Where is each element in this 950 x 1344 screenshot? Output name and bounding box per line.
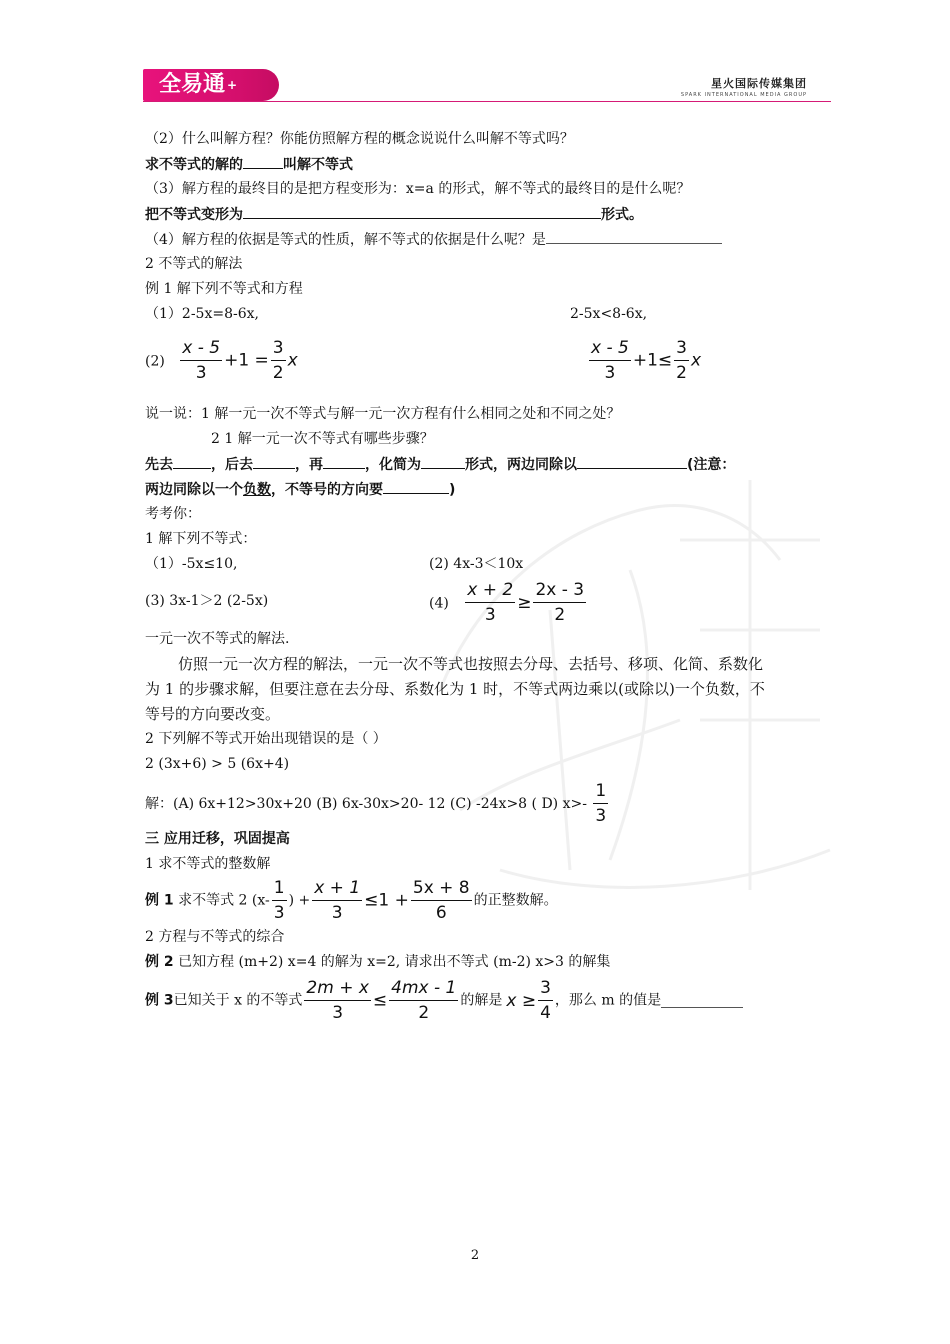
- question-2: （2）什么叫解方程？你能仿照解方程的概念说说什么叫解不等式吗？: [145, 131, 574, 147]
- practice-instruction: 1 解下列不等式：: [145, 531, 257, 547]
- example-1-item-1-ineq: 2-5x<8-6x,: [570, 306, 648, 322]
- denominator: 3: [195, 363, 207, 383]
- header-divider: [143, 101, 831, 102]
- fraction: [538, 976, 553, 1025]
- company-brand: [681, 75, 807, 98]
- denominator: 3: [331, 903, 343, 923]
- example-integer: [145, 876, 558, 925]
- example-text: 的正整数解。: [473, 892, 558, 909]
- answer-blank[interactable]: [243, 204, 601, 219]
- steps-text: 两边同除以一个: [145, 482, 243, 498]
- steps-text: 形式，两边同除以: [465, 457, 577, 473]
- fraction: [389, 976, 458, 1025]
- example-text: 求不等式 2 (x-: [173, 892, 270, 909]
- variable: x: [287, 350, 298, 371]
- example-1-item-2-ineq: [587, 336, 701, 385]
- method-paragraph-1: 仿照一元一次方程的解法，一元一次不等式也按照去分母、去括号、移项、化简、系数化: [178, 655, 764, 673]
- variable: x: [690, 350, 702, 371]
- numerator: 3: [674, 336, 689, 361]
- steps-fill-in-cont: [145, 479, 455, 500]
- answer-text: 求不等式的解的: [145, 157, 243, 173]
- error-expression: 2 (3x+6) > 5 (6x+4): [145, 756, 290, 772]
- example-text: ，那么 m 的值是: [554, 992, 662, 1009]
- denominator: 2: [418, 1003, 430, 1023]
- denominator: 2: [676, 363, 687, 383]
- example-1-title: 例 1 解下列不等式和方程: [145, 281, 303, 297]
- company-name-en: SPARK INTERNATIONAL MEDIA GROUP: [680, 92, 807, 98]
- answer-blank[interactable]: [577, 454, 687, 469]
- fraction: [533, 578, 586, 627]
- method-paragraph-3: 等号的方向要改变。: [145, 705, 281, 723]
- steps-text: ，化简为: [365, 457, 421, 473]
- steps-text: ): [449, 482, 456, 498]
- steps-text: ，再: [295, 457, 323, 473]
- operator: +1≤: [632, 350, 673, 371]
- numerator: 5x + 8: [411, 876, 472, 901]
- fraction: [589, 336, 631, 385]
- question-3: （3）解方程的最终目的是把方程变形为：x=a 的形式，解不等式的最终目的是什么呢？: [145, 181, 691, 197]
- answer-text: 叫解不等式: [283, 157, 353, 173]
- integer-solution-title: 1 求不等式的整数解: [145, 856, 271, 872]
- answer-blank[interactable]: [546, 229, 722, 244]
- example-label: 例 3: [145, 992, 174, 1009]
- example-text: 已知方程 (m+2) x=4 的解为 x=2, 请求出不等式 (m-2) x>3 的解集: [173, 954, 611, 970]
- answer-blank[interactable]: [253, 454, 295, 469]
- answer-blank[interactable]: [661, 993, 743, 1008]
- numerator: x - 5: [589, 336, 631, 361]
- answer-text: 把不等式变形为: [145, 207, 243, 223]
- company-name-cn: 星火国际传媒集团: [711, 77, 807, 90]
- steps-text: ，后去: [211, 457, 253, 473]
- discussion-2: 2 1 解一元一次不等式有哪些步骤？: [211, 431, 434, 447]
- answer-blank[interactable]: [421, 454, 465, 469]
- logo-star-icon: +: [227, 78, 238, 92]
- operator: +1 =: [224, 350, 269, 371]
- error-options: [145, 779, 610, 828]
- steps-text: 先去: [145, 457, 173, 473]
- operator: x ≥: [506, 990, 537, 1011]
- error-question: 2 下列解不等式开始出现错误的是（ ）: [145, 731, 387, 747]
- practice-problem-3: (3) 3x-1＞2 (2-5x): [145, 593, 269, 609]
- denominator: 3: [273, 903, 285, 923]
- numerator: 1: [272, 876, 287, 901]
- example-label: 例 1: [145, 892, 174, 909]
- example-text: 已知关于 x 的不等式: [173, 992, 303, 1009]
- numerator: x + 1: [312, 876, 362, 901]
- fraction: [593, 779, 608, 828]
- practice-problem-4: [429, 578, 588, 627]
- answer-blank[interactable]: [323, 454, 365, 469]
- practice-title: 考考你：: [145, 506, 201, 522]
- steps-text: (注意：: [687, 457, 736, 473]
- fraction: [411, 876, 472, 925]
- options-text: 解：(A) 6x+12>30x+20 (B) 6x-30x>20- 12 (C) -24x>8 ( D) x>-: [145, 795, 587, 812]
- section-title: 2 不等式的解法: [145, 256, 243, 272]
- practice-problem-1: （1）-5x≤10,: [145, 556, 238, 572]
- numerator: 2x - 3: [533, 578, 586, 603]
- negative-number-emphasis: 负数: [243, 482, 271, 498]
- answer-blank[interactable]: [173, 454, 211, 469]
- numerator: x - 5: [180, 336, 222, 361]
- example-text: 的解是: [460, 992, 503, 1009]
- item-label: (2): [145, 353, 165, 370]
- denominator: 4: [540, 1003, 551, 1023]
- operator: ) +: [288, 892, 311, 909]
- denominator: 2: [554, 605, 566, 625]
- operator: ≥: [517, 592, 532, 613]
- denominator: 3: [484, 605, 496, 625]
- practice-problem-2: (2) 4x-3＜10x: [429, 556, 524, 572]
- answer-blank[interactable]: [383, 479, 449, 494]
- numerator: 3: [538, 976, 553, 1001]
- operator: ≤1 +: [364, 890, 409, 911]
- logo-text: 全易通: [159, 72, 226, 97]
- fraction: [465, 578, 515, 627]
- numerator: 3: [271, 336, 286, 361]
- answer-text: 形式。: [601, 207, 643, 223]
- numerator: 4mx - 1: [389, 976, 458, 1001]
- item-label: (4): [429, 595, 449, 612]
- combined-title: 2 方程与不等式的综合: [145, 929, 285, 945]
- denominator: 6: [435, 903, 447, 923]
- numerator: 1: [593, 779, 608, 804]
- question-text: （4）解方程的依据是等式的性质，解不等式的依据是什么呢？是: [145, 232, 546, 248]
- section-3-title: 三 应用迁移，巩固提高: [145, 831, 290, 847]
- fraction: [674, 336, 689, 385]
- question-2-answer: [145, 154, 353, 175]
- denominator: 3: [604, 363, 616, 383]
- page-number: 2: [470, 1248, 480, 1263]
- fraction: [312, 876, 362, 925]
- denominator: 3: [332, 1003, 344, 1023]
- example-3: [145, 976, 743, 1025]
- answer-blank[interactable]: [243, 154, 283, 169]
- fraction: [304, 976, 371, 1025]
- example-label: 例 2: [145, 954, 174, 970]
- example-2: [145, 952, 610, 972]
- question-3-answer: [145, 204, 643, 225]
- method-paragraph-2: 为 1 的步骤求解，但要注意在去分母、系数化为 1 时，不等式两边乘以(或除以)一个负数，不: [145, 680, 765, 698]
- discussion-1: 说一说：1 解一元一次不等式与解一元一次方程有什么相同之处和不同之处？: [145, 406, 621, 422]
- fraction: [272, 876, 287, 925]
- denominator: 2: [272, 363, 284, 383]
- steps-fill-in: [145, 454, 735, 475]
- method-title: 一元一次不等式的解法.: [145, 631, 290, 647]
- quanyitong-logo: [143, 69, 279, 101]
- operator: ≤: [372, 990, 388, 1011]
- steps-text: ，不等号的方向要: [271, 482, 383, 498]
- question-4: [145, 229, 722, 250]
- denominator: 3: [595, 806, 607, 826]
- example-1-item-1-eq: （1）2-5x=8-6x,: [145, 306, 259, 322]
- example-1-item-2-eq: [145, 336, 298, 385]
- fraction: [180, 336, 222, 385]
- numerator: 2m + x: [304, 976, 371, 1001]
- numerator: x + 2: [465, 578, 515, 603]
- practice-problem-4-expr: [463, 580, 588, 625]
- fraction: [271, 336, 286, 385]
